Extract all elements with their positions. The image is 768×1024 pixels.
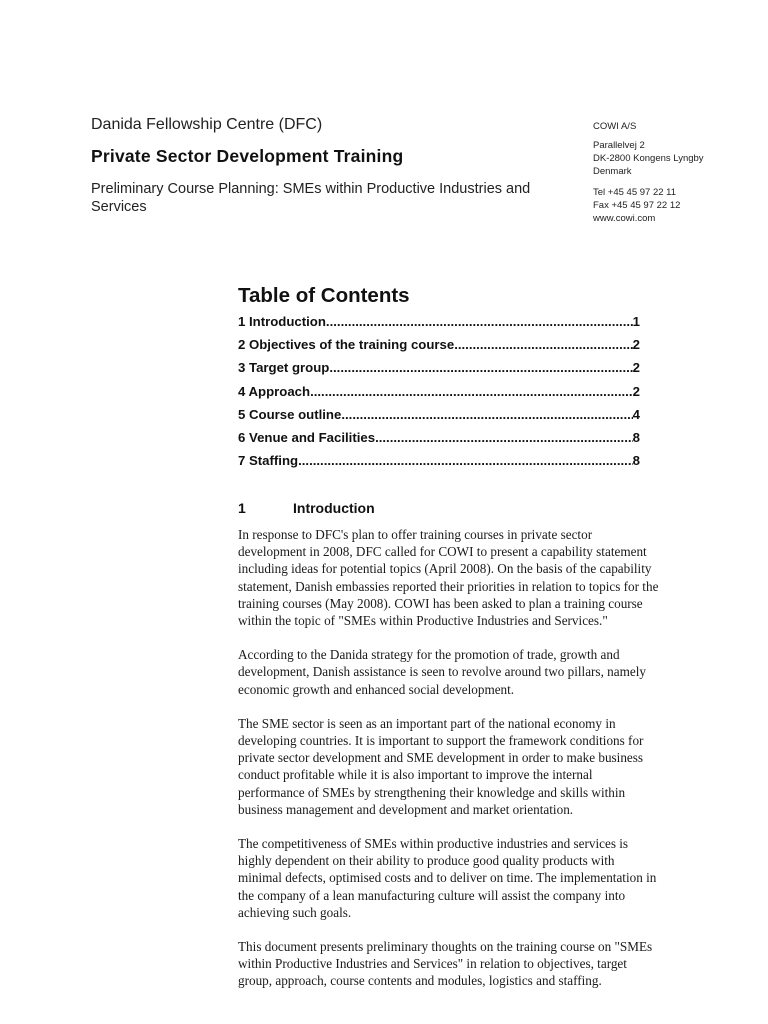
toc-entry-venue[interactable]	[238, 430, 640, 453]
toc-entry-label: 1 Introduction	[238, 314, 326, 329]
toc-entry-introduction[interactable]	[238, 314, 640, 337]
toc-entry-page: 8	[632, 453, 640, 469]
company-tel: Tel +45 45 97 22 11	[593, 187, 677, 198]
toc-leader-dots	[329, 360, 632, 375]
toc-entry-objectives[interactable]	[238, 337, 640, 360]
section-introduction	[238, 500, 718, 1007]
toc-entry-label: 7 Staffing	[238, 453, 299, 469]
body-paragraph: According to the Danida strategy for the promotion of trade, growth and development, Danish assistance is seen to revolve around two pillars, namely economic growth and enhanced social development.	[238, 647, 646, 697]
toc-leader-dots	[454, 337, 632, 352]
toc-entry-page: 2	[632, 360, 640, 376]
body-paragraph: The competitiveness of SMEs within productive industries and services is highly dependent on their ability to produce good quality products with minimal defects, optimised costs and to deliver on time. The implementation in the company of a lean manufacturing culture will assist the company into achieving such goals.	[238, 836, 657, 920]
company-contact-block	[593, 120, 704, 225]
company-web: www.cowi.com	[593, 213, 656, 224]
company-country: Denmark	[593, 166, 632, 177]
toc-entry-label: 4 Approach	[238, 383, 311, 399]
body-paragraph: This document presents preliminary thoughts on the training course on "SMEs within Productive Industries and Services" in relation to objectives, target group, approach, course contents and modules, logistics and staffing.	[238, 939, 653, 989]
company-fax: Fax +45 45 97 22 12	[593, 200, 681, 211]
toc-leader-dots	[326, 314, 633, 329]
toc-entry-page: 2	[632, 337, 640, 353]
company-address-line1: Parallelvej 2	[593, 140, 645, 151]
toc-heading: Table of Contents	[238, 284, 410, 307]
toc-leader-dots	[298, 453, 633, 468]
section-title: Introduction	[293, 500, 375, 516]
toc-entry-page: 8	[632, 429, 640, 445]
toc-entry-page: 4	[632, 406, 640, 422]
toc-entry-page: 2	[632, 383, 640, 399]
body-paragraph: The SME sector is seen as an important part of the national economy in developing countries. It is important to support the framework conditions for private sector development and SME development in order to make business conduct profitable while it is also important to improve the internal performance of SMEs by strengthening their knowledge and skills within business management and development and market orientation.	[238, 715, 644, 817]
toc-entry-page: 1	[632, 314, 640, 329]
toc-entry-target-group[interactable]	[238, 360, 640, 383]
company-address-line2: DK-2800 Kongens Lyngby	[593, 153, 704, 164]
body-paragraph: In response to DFC's plan to offer training courses in private sector development in 2008, DFC called for COWI to present a capability statement including ideas for potential topics (April 2008). On the basis of the capability statement, Danish embassies reported their priorities in relation to topics for the training courses (May 2008). COWI has been asked to plan a training course within the topic of "SMEs within Productive Industries and Services."	[238, 527, 659, 629]
toc-leader-dots	[375, 430, 633, 445]
document-title: Private Sector Development Training	[91, 146, 404, 166]
organization-name: Danida Fellowship Centre (DFC)	[91, 116, 323, 133]
company-name: COWI A/S	[593, 121, 637, 132]
toc-entry-label: 2 Objectives of the training course	[238, 337, 455, 353]
toc-entry-course-outline[interactable]	[238, 407, 640, 430]
toc-entry-approach[interactable]	[238, 384, 640, 407]
toc-entry-staffing[interactable]	[238, 453, 640, 476]
toc-leader-dots	[310, 384, 633, 399]
document-subtitle: Preliminary Course Planning: SMEs within Productive Industries and Services	[91, 181, 531, 215]
toc-leader-dots	[341, 407, 632, 422]
table-of-contents	[238, 284, 640, 476]
toc-entry-label: 3 Target group	[238, 360, 330, 376]
toc-entry-label: 6 Venue and Facilities	[238, 429, 376, 445]
section-number: 1	[238, 500, 246, 516]
toc-entry-label: 5 Course outline	[238, 406, 342, 422]
section-heading	[238, 500, 718, 526]
